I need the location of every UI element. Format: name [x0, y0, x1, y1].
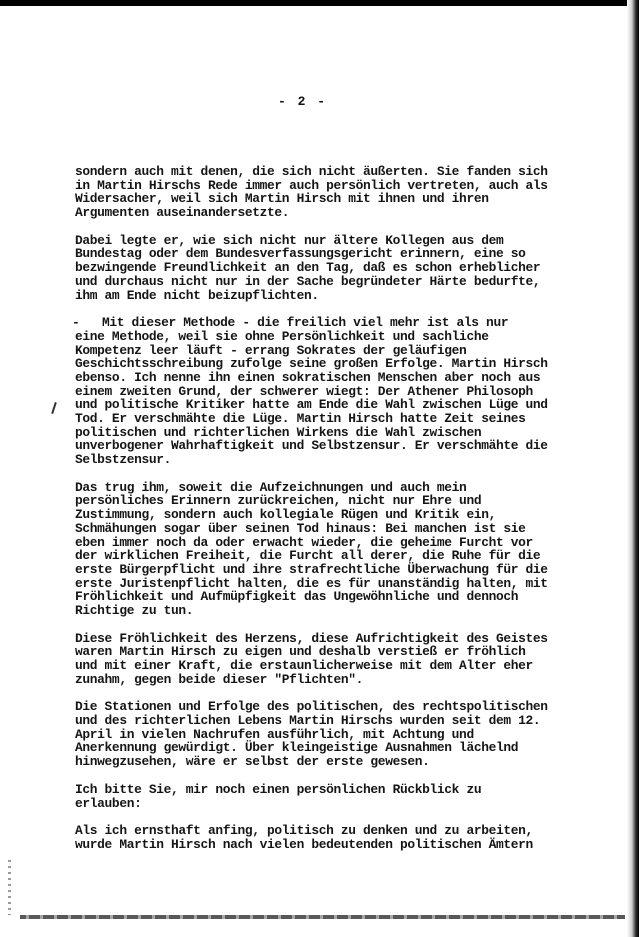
text-line: und durchaus nicht nur in der Sache begründeter Härte bedurfte, — [75, 273, 541, 289]
text-line: Dabei legte er, wie sich nicht nur ältere Kollegen aus dem — [75, 232, 504, 248]
text-line: eben immer noch da oder erwacht wieder, die geheime Furcht vor — [75, 534, 533, 550]
text-line: Ich bitte Sie, mir noch einen persönlichen Rückblick zu — [75, 781, 482, 797]
text-line: erlauben: — [75, 795, 142, 811]
text-line: Fröhlichkeit und Aufmüpfigkeit das Ungewöhnliche und dennoch — [75, 589, 519, 605]
paragraph-3 — [72, 315, 548, 468]
paragraph-1 — [75, 164, 548, 221]
document-body — [72, 164, 548, 866]
scan-edge-bottom — [20, 915, 625, 919]
text-line: erste Bürgerpflicht und ihre strafrechtliche Überwachung für die — [75, 561, 548, 577]
paragraph-5 — [75, 630, 548, 687]
text-line: ihm am Ende nicht beizupflichten. — [75, 287, 319, 303]
text-line: ebenso. Ich nenne ihn einen sokratischen Menschen aber noch aus — [75, 369, 541, 385]
text-line: Bundestag oder dem Bundesverfassungsgericht erinnern, eine so — [75, 246, 526, 262]
text-line: und des richterlichen Lebens Martin Hirschs wurden seit dem 12. — [75, 713, 541, 729]
paragraph-4 — [75, 479, 548, 618]
text-line: und mit einer Kraft, die erstaunlicherweise mit dem Alter eher — [75, 658, 533, 673]
text-line: Selbstzensur. — [75, 452, 172, 468]
paragraph-2 — [75, 234, 545, 302]
text-line: Kompetenz leer läuft - errang Sokrates der geläufigen — [75, 342, 467, 358]
text-line-content: Mit dieser Methode - die freilich viel mehr ist als nur — [102, 315, 509, 331]
text-line: Tod. Er verschmähte die Lüge. Martin Hirsch hatte Zeit seines — [75, 411, 526, 426]
text-line: Das trug ihm, soweit die Aufzeichnungen und auch mein — [75, 479, 467, 495]
text-line: hinwegzusehen, wäre er selbst der erste gewesen. — [75, 754, 430, 770]
text-line: Argumenten auseinandersetzte. — [75, 205, 290, 221]
text-line: unverbogener Wahrhaftigkeit und Selbstzensur. Er verschmähte die — [75, 438, 548, 454]
paragraph-6 — [75, 699, 548, 770]
paragraph-7 — [75, 783, 545, 810]
text-line: zunahm, gegen beide dieser "Pflichten". — [75, 671, 364, 687]
text-line: in Martin Hirschs Rede immer auch persönlich vertreten, auch als — [75, 177, 548, 193]
text-line — [72, 315, 545, 331]
text-line: Schmähungen sogar über seinen Tod hinaus: Bei manchen ist sie — [75, 520, 526, 536]
text-line: erste Juristenpflicht halten, die es für unanständig halten, mit — [75, 575, 548, 591]
scan-artifact-left — [8, 860, 11, 915]
text-line: Zustimmung, sondern auch kollegiale Rügen und Kritik ein, — [75, 507, 496, 523]
text-line: politischen und richterlichen Wirkens die Wahl zwischen — [75, 424, 482, 440]
paragraph-8 — [75, 824, 545, 851]
paragraph-dash: - — [72, 315, 80, 331]
text-line: eine Methode, weil sie ohne Persönlichkeit und sachliche — [75, 328, 489, 344]
text-line: Als ich ernsthaft anfing, politisch zu denken und zu arbeiten, — [75, 823, 533, 839]
text-line: waren Martin Hirsch zu eigen und deshalb verstieß er fröhlich — [75, 644, 526, 660]
text-line: Diese Fröhlichkeit des Herzens, diese Aufrichtigkeit des Geistes — [75, 630, 548, 646]
text-line: wurde Martin Hirsch nach vielen bedeutenden politischen Ämtern — [75, 836, 533, 852]
text-line: sondern auch mit denen, die sich nicht äußerten. Sie fanden sich — [75, 164, 548, 179]
text-line: einem zweiten Grund, der schwerer wiegt: Der Athener Philosoph — [75, 383, 533, 399]
text-line: Richtige zu tun. — [75, 602, 194, 618]
text-line: der wirklichen Freiheit, die Furcht all derer, die Ruhe für die — [75, 548, 541, 564]
text-line: April in vielen Nachrufen ausführlich, mit Achtung und — [75, 726, 474, 742]
scan-edge-right — [627, 0, 639, 937]
page-number: - 2 - — [277, 94, 327, 109]
text-line: Widersacher, weil sich Martin Hirsch mit ihnen und ihren — [75, 191, 489, 207]
text-line: Geschichtsschreibung zufolge seine großen Erfolge. Martin Hirsch — [75, 356, 548, 372]
scan-edge-top — [0, 0, 639, 6]
text-line: Anerkennung gewürdigt. Über kleingeistige Ausnahmen lächelnd — [75, 740, 519, 756]
margin-pencil-mark — [51, 402, 57, 414]
text-line: persönliches Erinnern zurückreichen, nicht nur Ehre und — [75, 493, 482, 509]
text-line: bezwingende Freundlichkeit an den Tag, daß es schon erheblicher — [75, 260, 541, 276]
text-line: Die Stationen und Erfolge des politischen, des rechtspolitischen — [75, 699, 548, 715]
text-line: und politische Kritiker hatte am Ende die Wahl zwischen Lüge und — [75, 397, 548, 413]
